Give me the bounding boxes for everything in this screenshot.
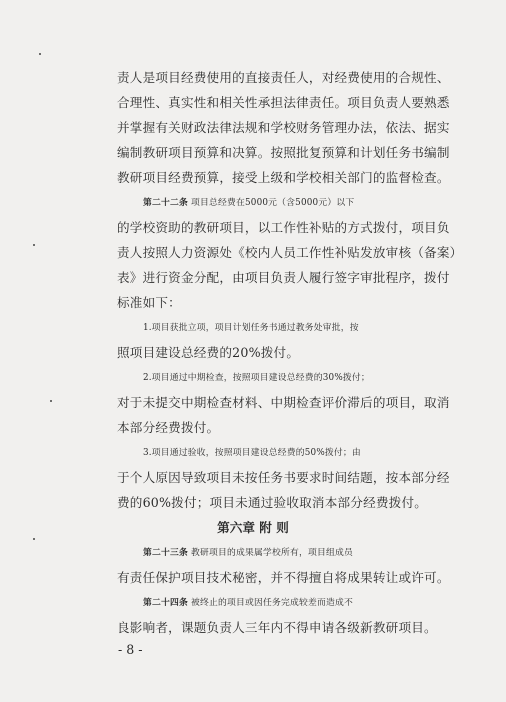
article-label: 第二十二条: [143, 198, 188, 208]
article-label: 第二十三条: [143, 548, 188, 558]
article-22-line: 第二十二条 项目总经费在5000元（含5000元）以下: [143, 198, 355, 208]
list-item-1: 1.项目获批立项，项目计划任务书通过教务处审批，按: [143, 323, 359, 333]
article-label: 第二十四条: [143, 598, 188, 608]
text-line: 编制教研项目预算和决算。按照批复预算和计划任务书编制: [117, 145, 450, 160]
text-line: 对于未提交中期检查材料、中期检查评价滞后的项目，取消: [117, 395, 450, 410]
article-23-line: 第二十三条 教研项目的成果属学校所有，项目组成员: [143, 548, 353, 558]
text-line: 表》进行资金分配，由项目负责人履行签字审批程序，拨付: [117, 270, 450, 285]
text-line: 费的60%拨付；项目未通过验收取消本部分经费拨付。: [117, 495, 428, 510]
text-line: 照项目建设总经费的20%拨付。: [117, 345, 300, 360]
list-item-2: 2.项目通过中期检查，按照项目建设总经费的30%拨付；: [143, 373, 370, 383]
text-line: 本部分经费拨付。: [117, 420, 220, 435]
text-line: 标准如下：: [117, 295, 181, 310]
text-line: 良影响者，课题负责人三年内不得申请各级新教研项目。: [117, 620, 437, 635]
text-line: 的学校资助的教研项目，以工作性补贴的方式拨付，项目负: [117, 220, 450, 235]
text-line: 并掌握有关财政法律法规和学校财务管理办法，依法、据实: [117, 120, 450, 135]
page-number: - 8 -: [118, 642, 143, 657]
text-line: 责人是项目经费使用的直接责任人，对经费使用的合规性、: [117, 70, 450, 85]
scan-speck: [50, 400, 52, 402]
text-line: 责人按照人力资源处《校内人员工作性补贴发放审核（备案）: [117, 245, 463, 260]
article-24-line: 第二十四条 被终止的项目或因任务完成较差而造成不: [143, 598, 353, 608]
text-line: 教研项目经费预算，接受上级和学校相关部门的监督检查。: [117, 170, 450, 185]
scan-speck: [33, 538, 35, 540]
text-line: 于个人原因导致项目未按任务书要求时间结题，按本部分经: [117, 470, 450, 485]
chapter-heading: 第六章 附 则: [217, 520, 289, 535]
text-line: 有责任保护项目技术秘密，并不得擅自将成果转让或许可。: [117, 570, 450, 585]
scan-speck: [33, 244, 35, 246]
text-line: 合理性、真实性和相关性承担法律责任。项目负责人要熟悉: [117, 95, 450, 110]
scan-speck: [39, 53, 41, 55]
list-item-3: 3.项目通过验收，按照项目建设总经费的50%拨付；由: [143, 448, 361, 458]
